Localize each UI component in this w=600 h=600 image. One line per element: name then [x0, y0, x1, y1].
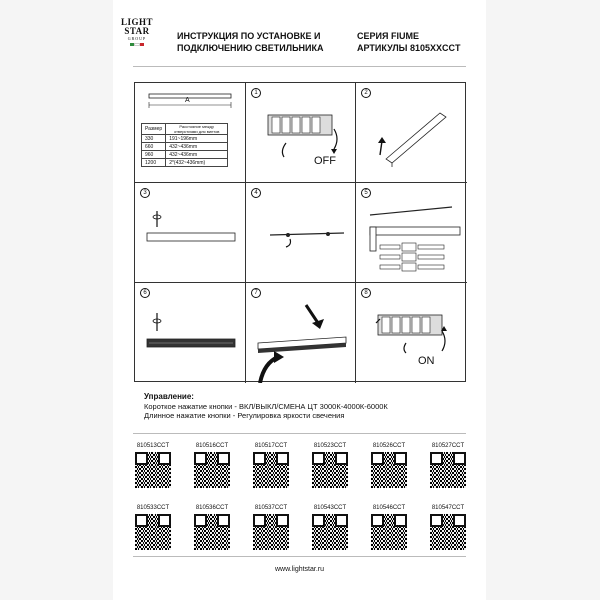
qr-code-label: 810513CCT	[136, 443, 170, 449]
installation-steps-grid	[134, 82, 466, 382]
dimension-a-label: A	[185, 97, 190, 104]
qr-code-label: 810523CCT	[313, 443, 347, 449]
step-7-cell	[246, 283, 356, 383]
step-4-cell	[246, 183, 356, 283]
step-number: 6	[140, 288, 150, 298]
title-line1: ИНСТРУКЦИЯ ПО УСТАНОВКЕ И	[177, 31, 321, 41]
qr-code-item[interactable]	[192, 504, 232, 550]
qr-code-item[interactable]	[369, 442, 409, 488]
bottom-divider	[133, 556, 466, 557]
cell-size: 1200	[142, 159, 166, 167]
qr-code-icon[interactable]	[135, 452, 171, 488]
control-instructions	[144, 392, 388, 421]
qr-code-label: 810546CCT	[372, 505, 406, 511]
qr-code-icon[interactable]	[312, 514, 348, 550]
table-row	[142, 135, 228, 143]
qr-code-label: 810547CCT	[431, 505, 465, 511]
step-number: 5	[361, 188, 371, 198]
qr-code-icon[interactable]	[194, 452, 230, 488]
logo-line3: GROUP	[127, 36, 147, 41]
qr-code-label: 810537CCT	[254, 505, 288, 511]
qr-code-item[interactable]	[428, 442, 468, 488]
qr-code-label: 810533CCT	[136, 505, 170, 511]
step-2-cell	[356, 83, 467, 183]
dimensions-cell	[135, 83, 246, 183]
series-info	[357, 30, 460, 54]
control-heading: Управление:	[144, 392, 194, 401]
lamp-screw-illustration	[135, 183, 246, 283]
step-number: 4	[251, 188, 261, 198]
qr-code-item[interactable]	[310, 442, 350, 488]
qr-code-icon[interactable]	[371, 514, 407, 550]
qr-code-icon[interactable]	[312, 452, 348, 488]
col-size-header: Размер	[142, 124, 166, 135]
table-header-row	[142, 124, 228, 135]
cell-distance: 432~436mm	[166, 151, 228, 159]
qr-code-icon[interactable]	[135, 514, 171, 550]
control-line2: Длинное нажатие кнопки - Регулировка яркости свечения	[144, 411, 345, 420]
step-number: 8	[361, 288, 371, 298]
wiring-connection-illustration	[356, 183, 467, 283]
step-1-cell	[246, 83, 356, 183]
on-label: ON	[418, 355, 435, 367]
mount-rail-illustration	[246, 183, 356, 283]
qr-code-icon[interactable]	[253, 452, 289, 488]
logo-line1: LIGHT	[121, 17, 154, 27]
qr-code-label: 810543CCT	[313, 505, 347, 511]
step-number: 2	[361, 88, 371, 98]
table-row	[142, 143, 228, 151]
title-line2: ПОДКЛЮЧЕНИЮ СВЕТИЛЬНИКА	[177, 43, 324, 53]
qr-code-item[interactable]	[369, 504, 409, 550]
articles-label: АРТИКУЛЫ 8105XXCCT	[357, 43, 461, 53]
cell-size: 660	[142, 143, 166, 151]
qr-code-icon[interactable]	[253, 514, 289, 550]
lightstar-logo	[121, 18, 153, 46]
series-name: СЕРИЯ FIUME	[357, 31, 419, 41]
lamp-attach-illustration	[246, 283, 356, 383]
lamp-dimension-diagram	[135, 83, 246, 123]
cell-size: 960	[142, 151, 166, 159]
qr-code-item[interactable]	[133, 504, 173, 550]
qr-code-item[interactable]	[428, 504, 468, 550]
step-number: 3	[140, 188, 150, 198]
control-line1: Короткое нажатие кнопки - ВКЛ/ВЫКЛ/СМЕНА ЦТ 3000К-4000К-6000К	[144, 401, 388, 411]
qr-code-label: 810516CCT	[195, 443, 229, 449]
table-row	[142, 159, 228, 167]
qr-code-label: 810536CCT	[195, 505, 229, 511]
qr-code-label: 810517CCT	[254, 443, 288, 449]
lamp-tilt-illustration	[356, 83, 467, 183]
step-8-cell	[356, 283, 467, 383]
cell-size: 330	[142, 135, 166, 143]
off-label: OFF	[314, 155, 336, 167]
qr-code-icon[interactable]	[194, 514, 230, 550]
italian-flag-icon	[130, 43, 144, 46]
step-number: 7	[251, 288, 261, 298]
cell-distance: 191~196mm	[166, 135, 228, 143]
qr-code-item[interactable]	[251, 504, 291, 550]
breaker-on-illustration	[356, 283, 467, 383]
logo-line2: STAR	[124, 26, 150, 36]
instruction-sheet	[113, 0, 486, 600]
qr-divider	[133, 433, 466, 434]
qr-code-item[interactable]	[133, 442, 173, 488]
dimensions-table	[141, 123, 228, 167]
qr-code-icon[interactable]	[430, 452, 466, 488]
qr-code-item[interactable]	[192, 442, 232, 488]
document-title	[177, 30, 324, 54]
website-link[interactable]: www.lightstar.ru	[274, 566, 325, 573]
cell-distance: 2*(432~436mm)	[166, 159, 228, 167]
step-number: 1	[251, 88, 261, 98]
qr-code-item[interactable]	[310, 504, 350, 550]
table-row	[142, 151, 228, 159]
lamp-fix-illustration	[135, 283, 246, 383]
cell-distance: 432~436mm	[166, 143, 228, 151]
top-divider	[133, 66, 466, 67]
step-6-cell	[135, 283, 246, 383]
qr-code-icon[interactable]	[430, 514, 466, 550]
breaker-off-illustration	[246, 83, 356, 183]
step-3-cell	[135, 183, 246, 283]
qr-code-item[interactable]	[251, 442, 291, 488]
qr-code-label: 810526CCT	[372, 443, 406, 449]
step-5-cell	[356, 183, 467, 283]
qr-code-label: 810527CCT	[431, 443, 465, 449]
qr-code-icon[interactable]	[371, 452, 407, 488]
col-distance-header: Расстояние между отверстиями для винтов	[166, 124, 228, 135]
